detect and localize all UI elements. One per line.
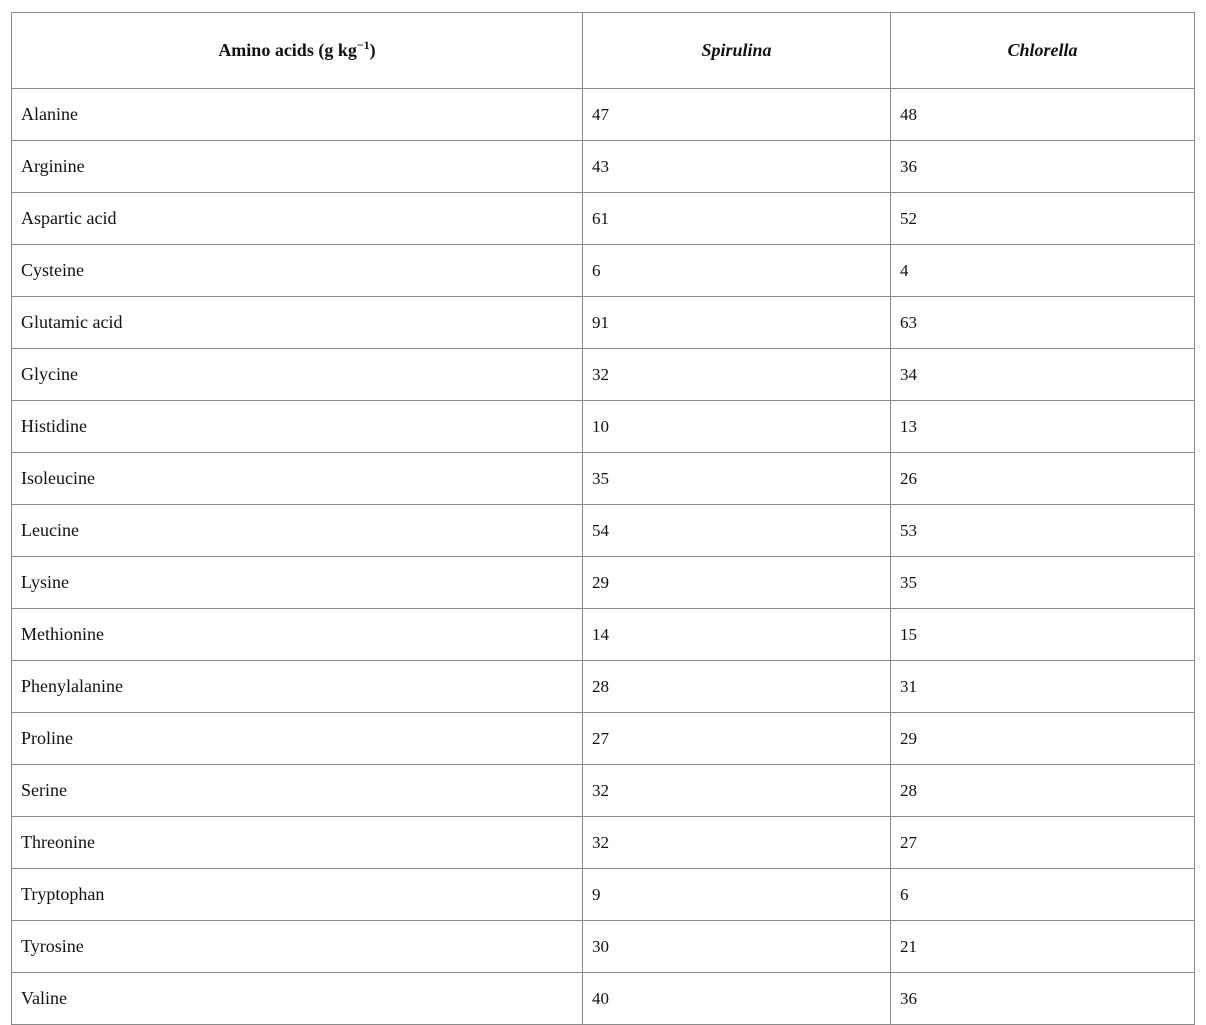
chlorella-value-cell: 53 [891,505,1195,557]
amino-acid-name-cell: Valine [12,973,583,1025]
table-row [12,661,1195,713]
chlorella-value-cell: 28 [891,765,1195,817]
chlorella-value-cell: 13 [891,401,1195,453]
chlorella-value-cell: 36 [891,973,1195,1025]
spirulina-value-cell: 27 [583,713,891,765]
table-row [12,765,1195,817]
spirulina-value-cell: 6 [583,245,891,297]
amino-acid-name-cell: Leucine [12,505,583,557]
table-row [12,817,1195,869]
spirulina-value-cell: 32 [583,349,891,401]
table-row [12,453,1195,505]
chlorella-value-cell: 34 [891,349,1195,401]
amino-acid-name-cell: Tryptophan [12,869,583,921]
spirulina-value-cell: 9 [583,869,891,921]
table-row [12,245,1195,297]
header-chlorella: Chlorella [891,13,1195,89]
amino-acid-name-cell: Phenylalanine [12,661,583,713]
header-amino-acids-close: ) [369,39,376,60]
spirulina-value-cell: 14 [583,609,891,661]
amino-acid-name-cell: Tyrosine [12,921,583,973]
chlorella-value-cell: 31 [891,661,1195,713]
spirulina-value-cell: 40 [583,973,891,1025]
spirulina-value-cell: 61 [583,193,891,245]
table-row [12,193,1195,245]
table-row [12,609,1195,661]
amino-acid-name-cell: Alanine [12,89,583,141]
table-row [12,297,1195,349]
amino-acid-name-cell: Isoleucine [12,453,583,505]
table-body [12,89,1195,1025]
spirulina-value-cell: 43 [583,141,891,193]
spirulina-value-cell: 10 [583,401,891,453]
amino-acid-name-cell: Glycine [12,349,583,401]
amino-acid-table [11,12,1195,1025]
chlorella-value-cell: 29 [891,713,1195,765]
spirulina-value-cell: 35 [583,453,891,505]
spirulina-value-cell: 47 [583,89,891,141]
amino-acid-name-cell: Proline [12,713,583,765]
table-row [12,349,1195,401]
table-row [12,401,1195,453]
spirulina-value-cell: 30 [583,921,891,973]
header-amino-acids [12,13,583,89]
spirulina-value-cell: 32 [583,765,891,817]
chlorella-value-cell: 6 [891,869,1195,921]
amino-acid-name-cell: Histidine [12,401,583,453]
amino-acid-name-cell: Serine [12,765,583,817]
table-row [12,557,1195,609]
spirulina-value-cell: 29 [583,557,891,609]
header-amino-acids-label: Amino acids (g kg [218,39,357,60]
chlorella-value-cell: 35 [891,557,1195,609]
header-unit-exponent: −1 [356,37,370,52]
amino-acid-name-cell: Lysine [12,557,583,609]
chlorella-value-cell: 63 [891,297,1195,349]
spirulina-value-cell: 54 [583,505,891,557]
amino-acid-name-cell: Methionine [12,609,583,661]
chlorella-value-cell: 15 [891,609,1195,661]
chlorella-value-cell: 48 [891,89,1195,141]
chlorella-value-cell: 36 [891,141,1195,193]
amino-acid-name-cell: Cysteine [12,245,583,297]
amino-acid-name-cell: Glutamic acid [12,297,583,349]
table-row [12,921,1195,973]
amino-acid-name-cell: Arginine [12,141,583,193]
table-row [12,505,1195,557]
chlorella-value-cell: 26 [891,453,1195,505]
table-row [12,973,1195,1025]
table-row [12,89,1195,141]
chlorella-value-cell: 21 [891,921,1195,973]
chlorella-value-cell: 4 [891,245,1195,297]
spirulina-value-cell: 91 [583,297,891,349]
header-spirulina: Spirulina [583,13,891,89]
table-header-row [12,13,1195,89]
table-row [12,869,1195,921]
chlorella-value-cell: 27 [891,817,1195,869]
table-row [12,713,1195,765]
amino-acid-name-cell: Threonine [12,817,583,869]
spirulina-value-cell: 32 [583,817,891,869]
table-row [12,141,1195,193]
chlorella-value-cell: 52 [891,193,1195,245]
amino-acid-name-cell: Aspartic acid [12,193,583,245]
spirulina-value-cell: 28 [583,661,891,713]
